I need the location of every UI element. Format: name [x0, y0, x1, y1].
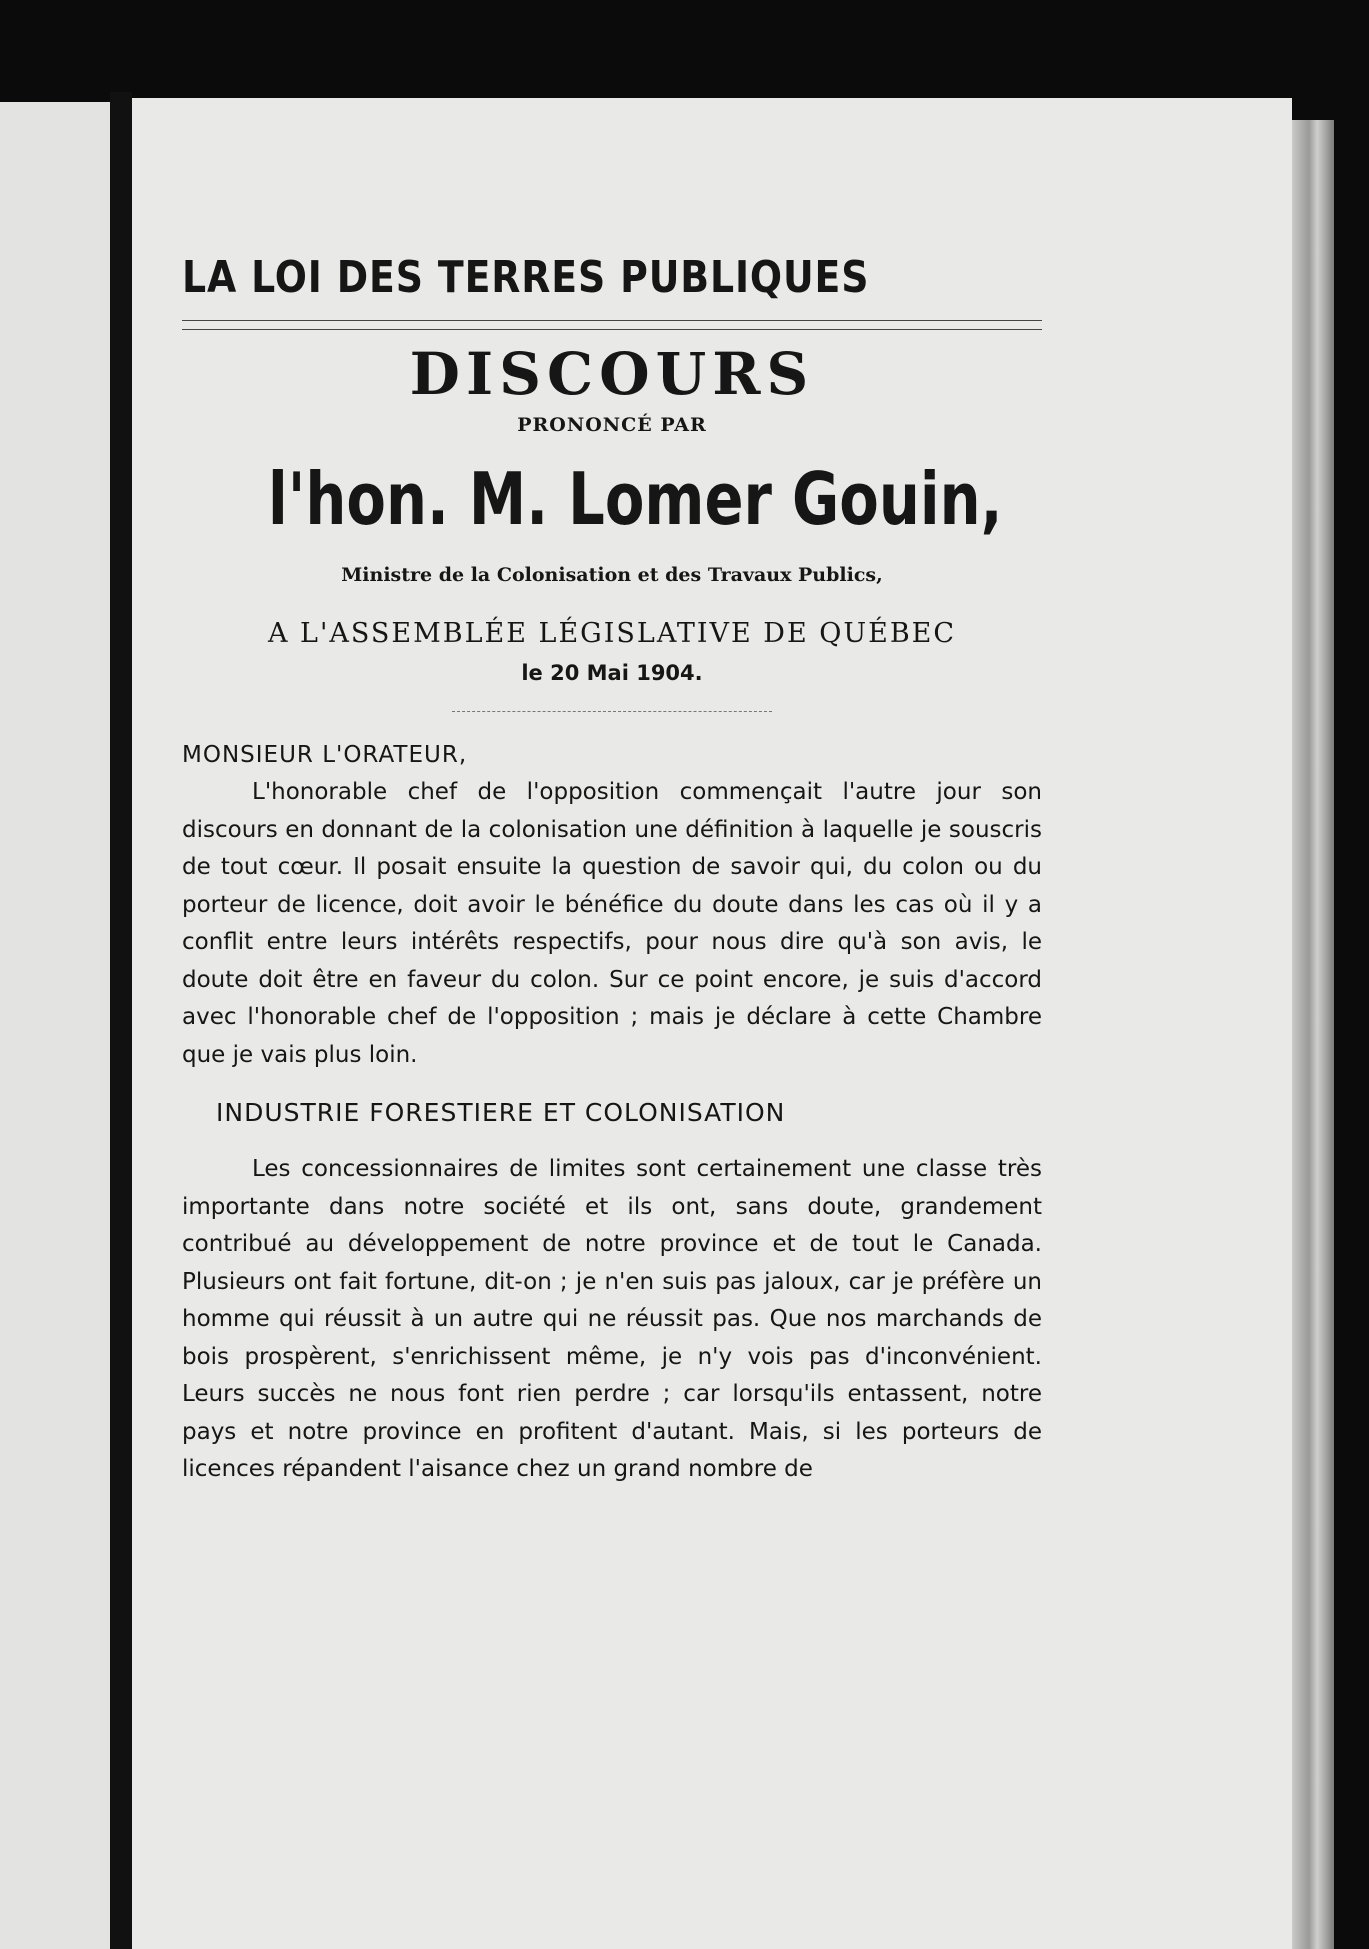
section-heading: INDUSTRIE FORESTIERE ET COLONISATION — [216, 1098, 786, 1127]
page-content — [182, 250, 1042, 1489]
speech-date: le 20 Mai 1904. — [521, 661, 703, 685]
facing-page-edge — [0, 102, 110, 1949]
speaker-name: l'hon. M. Lomer Gouin, — [268, 457, 1003, 541]
title-rule — [182, 320, 1042, 321]
speech-heading: DISCOURS — [409, 340, 815, 408]
book-spine — [110, 92, 132, 1949]
pronounced-by: PRONONCÉ PAR — [517, 414, 707, 436]
venue: A L'ASSEMBLÉE LÉGISLATIVE DE QUÉBEC — [267, 618, 957, 649]
title-rule-secondary — [182, 329, 1042, 330]
speaker-role: Ministre de la Colonisation et des Travaux Publics, — [341, 564, 883, 586]
page-stack-edge — [1292, 120, 1334, 1949]
section-divider — [452, 711, 772, 712]
body-paragraph: Les concessionnaires de limites sont certainement une classe très importante dans notre société et ils ont, sans doute, grandement contribué au développement de notre province et de tout le Canada. Plusieurs ont fait fortune, dit-on ; je n'en suis pas jaloux, car je préfère un homme qui réussit à un autre qui ne réussit pas. Que nos marchands de bois prospèrent, s'enrichissent même, je n'y vois pas d'inconvénient. Leurs succès ne nous font rien perdre ; car lorsqu'ils entassent, notre pays et notre province en profitent d'autant. Mais, si les porteurs de licences répandent l'aisance chez un grand nombre de — [182, 1156, 1042, 1482]
series-title: LA LOI DES TERRES PUBLIQUES — [182, 252, 870, 303]
salutation: MONSIEUR L'ORATEUR, — [182, 742, 468, 768]
scan-background — [1334, 0, 1369, 1949]
body-paragraph: L'honorable chef de l'opposition commençait l'autre jour son discours en donnant de la colonisation une définition à laquelle je souscris de tout cœur. Il posait ensuite la question de savoir qui, du colon ou du porteur de licence, doit avoir le bénéfice du doute dans les cas où il y a conflit entre leurs intérêts respectifs, pour nous dire qu'à son avis, le doute doit être en faveur du colon. Sur ce point encore, je suis d'accord avec l'honorable chef de l'opposition ; mais je déclare à cette Chambre que je vais plus loin. — [182, 779, 1042, 1068]
